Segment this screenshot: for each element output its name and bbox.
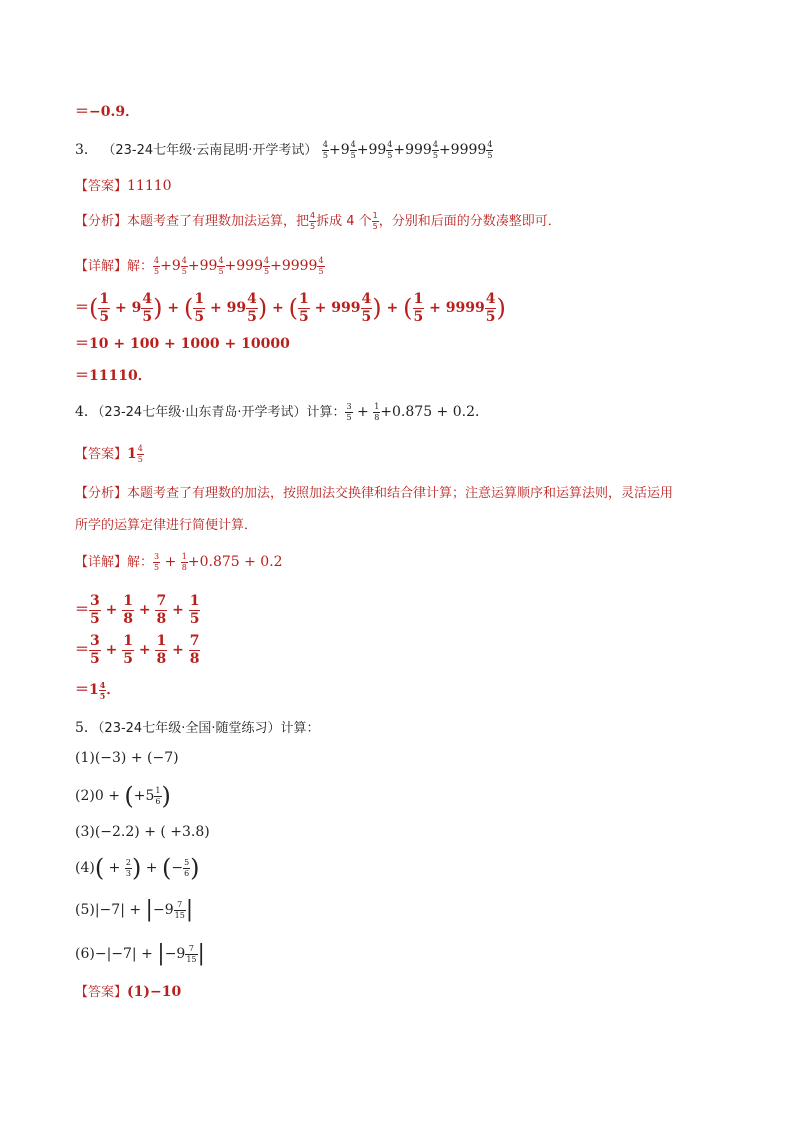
analysis-4: 【分析】本题考查了有理数的加法，按照加法交换律和结合律计算；注意运算顺序和运算法则，灵活运用 [75,486,674,501]
analysis-4-cont: 所学的运算定律进行简便计算． [75,518,258,533]
analysis-3: 【分析】本题考查了有理数加法运算，把 $\frac{4}{5}$ 拆成 4 个 $\frac{1}{5}$ ，分别和后面的分数凑整即可． [75,211,561,231]
question-number: 3． [75,142,98,158]
question-5: 5．（23-24七年级·全国·随堂练习）计算： [75,720,320,736]
detail-3-step-4: ＝11110． [75,368,152,384]
answer-4: 【答案】1 $\frac{4}{5}$ [75,443,143,464]
detail-4: 【详解】解： $\frac{3}{5}$ + $\frac{1}{8}$ +0.875 + 0.2 [75,551,283,572]
detail-4-step-4: ＝1 $\frac{4}{5}$ ． [75,679,121,701]
answer-5: 【答案】(1)−10 [75,984,182,1000]
detail-4-step-3: ＝ $\frac{3}{5}$ + $\frac{1}{5}$ + $\frac{1}{8}$ + $\frac{7}{8}$ [75,633,200,667]
question-4: 4．（23-24七年级·山东青岛·开学考试）计算： $\frac{3}{5}$ + $\frac{1}{8}$ +0.875 + 0.2． [75,401,490,422]
problem-4: (4)( + $\frac{2}{3}$ ) + (− $\frac{5}{6}$ ) [75,854,200,882]
question-source: （23-24七年级·云南昆明·开学考试） [102,143,318,158]
result-line: ＝−0.9． [75,104,140,120]
detail-3-step-2: ＝( $\frac{1}{5}$ + 9 $\frac{4}{5}$ ) + ( $\frac{1}{5}$ + 99 $\frac{4}{5}$ ) + ( $\frac{1}{5}$ + 999 $\frac{4}{5}$ ) + ( $\frac{1}{5}$ + 9999 $\frac{4}{5}$ ) [75,291,506,325]
answer-3 [75,176,172,197]
fraction: $\frac{4}{5}$ [322,139,328,160]
detail-4-step-2: ＝ $\frac{3}{5}$ + $\frac{1}{8}$ + $\frac{7}{8}$ + $\frac{1}{5}$ [75,593,200,627]
problem-6: (6)−|−7| + |−9 $\frac{7}{15}$ | [75,941,205,966]
question-3: 3． （23-24七年级·云南昆明·开学考试） $\frac{4}{5}$ +9 $\frac{4}{5}$ +99 $\frac{4}{5}$ +999 $\frac{4}{5}$ +9999 $\frac{4}{5}$ [75,139,493,160]
answer-value: 11110 [127,178,172,194]
detail-3: 【详解】解： $\frac{4}{5}$ +9 $\frac{4}{5}$ +99 $\frac{4}{5}$ +999 $\frac{4}{5}$ +9999 $\frac{4}{5}$ [75,255,324,276]
problem-5: (5)|−7| + |−9 $\frac{7}{15}$ | [75,897,194,922]
problem-3: (3)(−2.2) + ( +3.8) [75,824,210,840]
detail-3-step-3: ＝10 + 100 + 1000 + 10000 [75,336,290,352]
answer-tag: 【答案】 [75,179,128,194]
problem-1: (1)(−3) + (−7) [75,750,179,766]
problem-2: (2)0 + (+5 $\frac{1}{6}$ ) [75,782,171,810]
